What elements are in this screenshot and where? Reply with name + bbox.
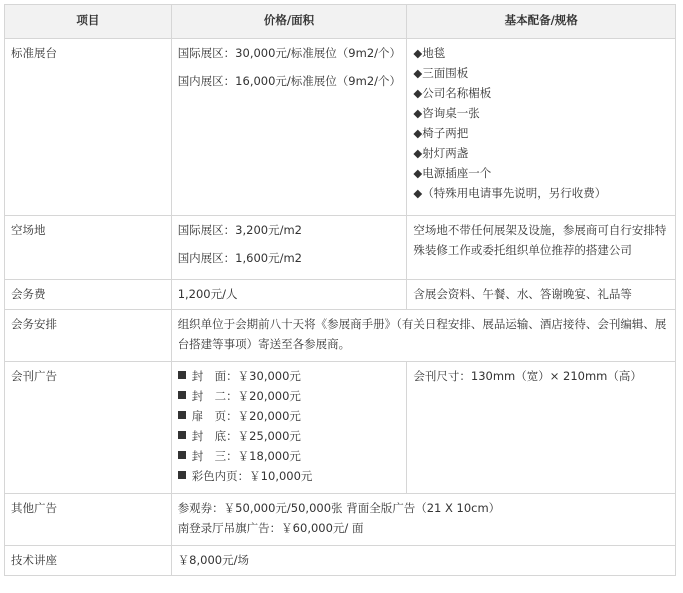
ad-item: 彩色内页：￥10,000元	[178, 466, 401, 486]
price-line: 国内展区：16,000元/标准展位（9m2/个）	[177, 74, 402, 88]
ad-price-cell	[171, 362, 407, 494]
table-row	[5, 216, 676, 280]
row-label: 标准展台	[5, 39, 172, 216]
row-label: 会刊广告	[5, 362, 172, 494]
spec-cell: 空场地不带任何展架及设施，参展商可自行安排特殊装修工作或委托组织单位推荐的搭建公司	[407, 216, 676, 280]
table-header-row	[5, 5, 676, 39]
equipment-item: ◆三面围板	[413, 66, 469, 80]
price-line: 国内展区：1,600元/m2	[177, 251, 303, 265]
equipment-item: ◆电源插座一个	[413, 166, 492, 180]
other-ads-cell	[171, 494, 675, 546]
equipment-item: ◆地毯	[413, 46, 446, 60]
price-cell: 1,200元/人	[171, 280, 407, 310]
table-row	[5, 546, 676, 576]
row-label: 空场地	[5, 216, 172, 280]
equipment-item: ◆射灯两盏	[413, 146, 469, 160]
header-item: 项目	[5, 5, 172, 39]
row-label: 会务费	[5, 280, 172, 310]
ad-item: 封 底：￥25,000元	[178, 426, 401, 446]
spec-cell: 会刊尺寸：130mm（宽）× 210mm（高）	[407, 362, 676, 494]
square-bullet-icon	[178, 431, 186, 439]
price-cell	[171, 216, 407, 280]
ad-item: 封 三：￥18,000元	[178, 446, 401, 466]
square-bullet-icon	[178, 411, 186, 419]
ad-line: 参观券：￥50,000元/50,000张 背面全版广告（21 X 10cm）	[177, 501, 501, 515]
equipment-item: ◆咨询桌一张	[413, 106, 480, 120]
square-bullet-icon	[178, 371, 186, 379]
price-line: 国际展区：3,200元/m2	[177, 223, 303, 237]
price-cell: ￥8,000元/场	[171, 546, 675, 576]
table-row	[5, 494, 676, 546]
equipment-item: ◆（特殊用电请事先说明，另行收费）	[413, 186, 607, 200]
price-line: 国际展区：30,000元/标准展位（9m2/个）	[177, 46, 402, 60]
table-row	[5, 310, 676, 362]
table-row	[5, 39, 676, 216]
equipment-item: ◆公司名称楣板	[413, 86, 492, 100]
spec-cell: 含展会资料、午餐、水、答谢晚宴、礼品等	[407, 280, 676, 310]
ad-item: 封 二：￥20,000元	[178, 386, 401, 406]
fee-table	[4, 4, 676, 576]
ad-line: 南登录厅吊旗广告：￥60,000元/ 面	[177, 521, 364, 535]
row-label: 会务安排	[5, 310, 172, 362]
price-cell	[171, 39, 407, 216]
header-equipment-spec: 基本配备/规格	[407, 5, 676, 39]
equipment-cell	[407, 39, 676, 216]
row-label: 技术讲座	[5, 546, 172, 576]
header-price-area: 价格/面积	[171, 5, 407, 39]
ad-item: 封 面：￥30,000元	[178, 366, 401, 386]
square-bullet-icon	[178, 391, 186, 399]
square-bullet-icon	[178, 451, 186, 459]
ad-item: 扉 页：￥20,000元	[178, 406, 401, 426]
table-row	[5, 280, 676, 310]
table-row	[5, 362, 676, 494]
equipment-item: ◆椅子两把	[413, 126, 469, 140]
square-bullet-icon	[178, 471, 186, 479]
row-label: 其他广告	[5, 494, 172, 546]
arrangement-text: 组织单位于会期前八十天将《参展商手册》（有关日程安排、展品运输、酒店接待、会刊编辑、展台搭建等事项）寄送至各参展商。	[171, 310, 675, 362]
